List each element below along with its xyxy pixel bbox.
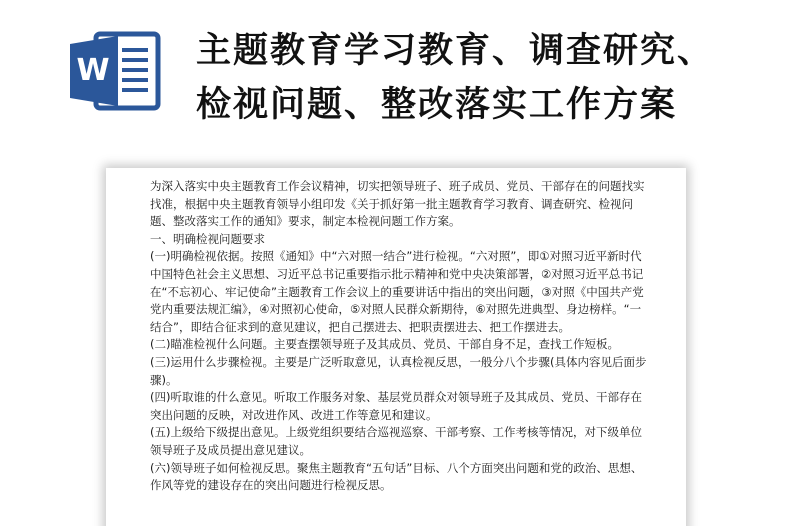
paragraph-item-5: (五)上级给下级提出意见。上级党组织要结合巡视巡察、干部考察、工作考核等情况，对下级单位领导班子及成员提出意见建议。 xyxy=(150,425,642,457)
intro-paragraph: 为深入落实中央主题教育工作会议精神，切实把领导班子、班子成员、党员、干部存在的问题找实找准，根据中央主题教育领导小组印发《关于抓好第一批主题教育学习教育、调查研究、检视问题、整改落实工作的通知》要求，制定本检视问题工作方案。 xyxy=(150,179,645,229)
paragraph-item-3: (三)运用什么步骤检视。主要是广泛听取意见，认真检视反思，一般分八个步骤(具体内容见后面步骤)。 xyxy=(150,354,647,387)
paragraph-item-6: (六)领导班子如何检视反思。聚焦主题教育“五句话”目标、八个方面突出问题和党的政治、思想、作风等党的建设存在的突出问题进行检视反思。 xyxy=(150,460,643,493)
word-icon-letter: W xyxy=(76,53,110,88)
paragraph-item-2: (二)瞄准检视什么问题。主要查摆领导班子及其成员、党员、干部自身不足，查找工作短板。 xyxy=(150,337,619,352)
paragraph-item-1: (一)明确检视依据。按照《通知》中“六对照一结合”进行检视。“六对照”，即①对照习近平新时代中国特色社会主义思想、习近平总书记重要指示批示精神和党中央决策部署，②对照习近平总书记在“不忘初心、牢记使命”主题教育工作会议上的重要讲话中指出的突出问题，③对照《中国共产党党内重要法规汇编》，④对照初心使命，⑤对照人民群众新期待，⑥对照先进典型、身边榜样。“一结合”，即结合征求到的意见建议，把自己摆进去、把职责摆进去、把工作摆进去。 xyxy=(150,249,644,334)
title-line-2: 检视问题、整改落实工作方案 xyxy=(196,85,678,125)
title-line-1: 主题教育学习教育、调查研究、 xyxy=(196,31,715,71)
header-banner xyxy=(0,0,800,160)
page-title xyxy=(196,24,786,132)
section-heading: 一、明确检视问题要求 xyxy=(150,231,265,246)
paragraph-item-4: (四)听取谁的什么意见。听取工作服务对象、基层党员群众对领导班子及其成员、党员、干部存在突出问题的反映，对改进作风、改进工作等意见和建议。 xyxy=(150,390,642,422)
document-body xyxy=(150,178,650,495)
word-document-icon xyxy=(66,30,164,112)
